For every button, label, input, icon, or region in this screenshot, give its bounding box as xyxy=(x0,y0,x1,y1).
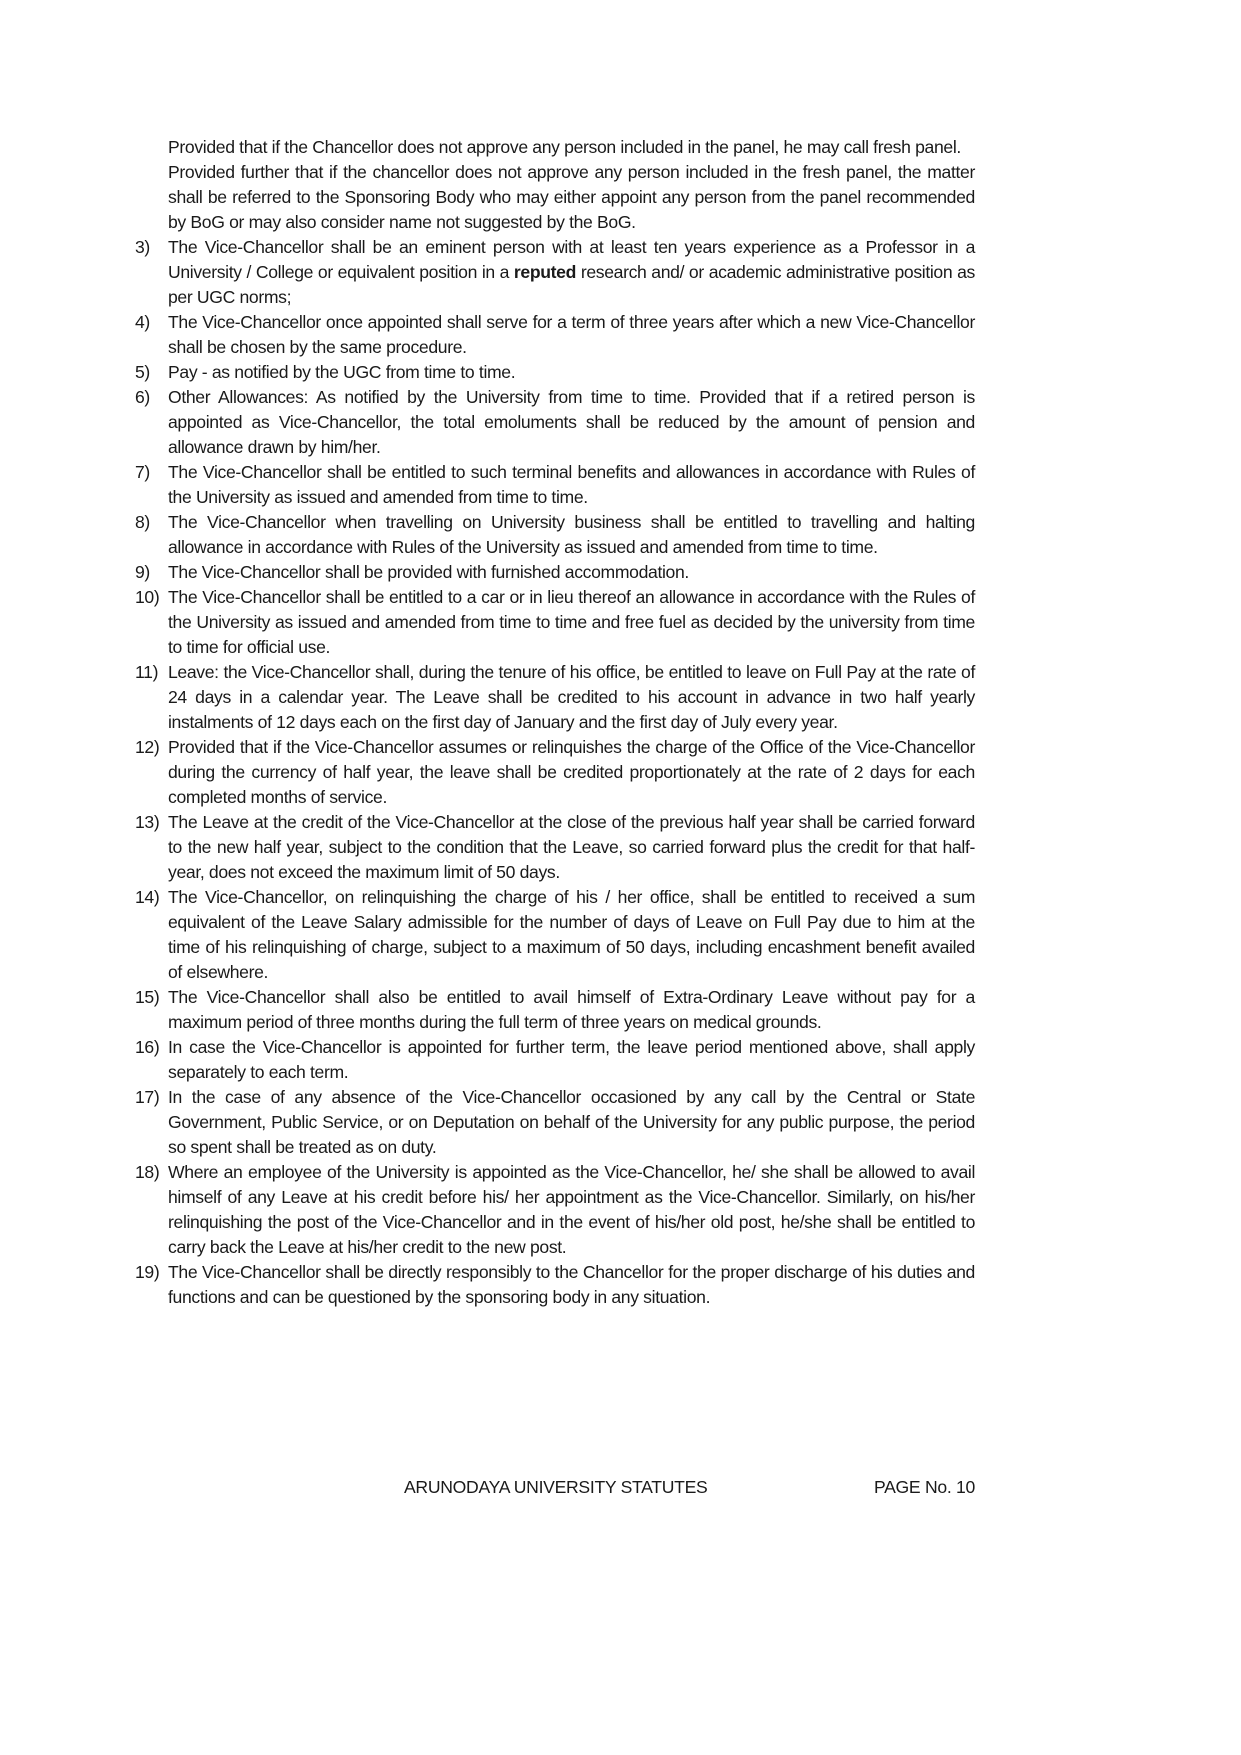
list-item xyxy=(135,985,975,1035)
list-item-number: 9) xyxy=(135,562,150,582)
list-item-number: 15) xyxy=(135,987,160,1007)
list-item-number: 8) xyxy=(135,512,150,532)
list-item-text: The Vice-Chancellor shall be entitled to a car or in lieu thereof an allowance in accordance with the Rules of the University as issued and amended from time to time and free fuel as decided by the university from time to time for official use. xyxy=(168,587,975,657)
list-item-number: 16) xyxy=(135,1037,160,1057)
list-item xyxy=(135,1035,975,1085)
list-item-number: 3) xyxy=(135,237,150,257)
document-body xyxy=(135,135,975,1310)
list-item-text: The Vice-Chancellor, on relinquishing the charge of his / her office, shall be entitled to received a sum equivalent of the Leave Salary admissible for the number of days of Leave on Full Pay due to him at the time of his relinquishing of charge, subject to a maximum of 50 days, including encashment benefit availed of elsewhere. xyxy=(168,887,975,982)
list-item-number: 5) xyxy=(135,362,150,382)
list-item xyxy=(135,585,975,660)
page-number: PAGE No. 10 xyxy=(873,1477,975,1497)
numbered-list xyxy=(135,310,975,1310)
list-item-number: 17) xyxy=(135,1087,160,1107)
list-item-number: 19) xyxy=(135,1262,160,1282)
list-item xyxy=(135,560,975,585)
proviso-paragraph: Provided further that if the chancellor does not approve any person included in the fresh panel, the matter shall be referred to the Sponsoring Body who may either appoint any person from the panel recommended by BoG or may also consider name not suggested by the BoG. xyxy=(168,162,975,232)
list-item xyxy=(135,735,975,810)
list-item-number: 7) xyxy=(135,462,150,482)
list-item-text: Provided that if the Vice-Chancellor assumes or relinquishes the charge of the Office of the Vice-Chancellor during the currency of half year, the leave shall be credited proportionately at the rate of 2 days for each completed months of service. xyxy=(168,737,975,807)
list-item xyxy=(135,1160,975,1260)
list-item-text: Where an employee of the University is appointed as the Vice-Chancellor, he/ she shall be allowed to avail himself of any Leave at his credit before his/ her appointment as the Vice-Chancellor. Similarly, on his/her relinquishing the post of the Vice-Chancellor and in the event of his/her old post, he/she shall be entitled to carry back the Leave at his/her credit to the new post. xyxy=(168,1162,975,1257)
list-item xyxy=(135,1260,975,1310)
list-item-text: In the case of any absence of the Vice-Chancellor occasioned by any call by the Central or State Government, Public Service, or on Deputation on behalf of the University for any public purpose, the period so spent shall be treated as on duty. xyxy=(168,1087,975,1157)
list-item-text: The Vice-Chancellor shall be entitled to such terminal benefits and allowances in accordance with Rules of the University as issued and amended from time to time. xyxy=(168,462,975,507)
list-item-text: The Vice-Chancellor shall be provided with furnished accommodation. xyxy=(168,562,689,582)
list-item xyxy=(135,360,975,385)
list-item xyxy=(135,460,975,510)
footer-title: ARUNODAYA UNIVERSITY STATUTES xyxy=(404,1477,708,1497)
list-item-number: 10) xyxy=(135,587,160,607)
list-item-text: In case the Vice-Chancellor is appointed for further term, the leave period mentioned above, shall apply separately to each term. xyxy=(168,1037,975,1082)
list-item-number: 4) xyxy=(135,312,150,332)
list-item-text: Leave: the Vice-Chancellor shall, during the tenure of his office, be entitled to leave on Full Pay at the rate of 24 days in a calendar year. The Leave shall be credited to his account in advance in two half yearly instalments of 12 days each on the first day of January and the first day of July every year. xyxy=(168,662,975,732)
list-item xyxy=(135,810,975,885)
list-item-text: The Vice-Chancellor when travelling on University business shall be entitled to travelling and halting allowance in accordance with Rules of the University as issued and amended from time to time. xyxy=(168,512,975,557)
list-item-text: The Vice-Chancellor once appointed shall serve for a term of three years after which a new Vice-Chancellor shall be chosen by the same procedure. xyxy=(168,312,975,357)
list-item xyxy=(135,385,975,460)
list-item-number: 6) xyxy=(135,387,150,407)
list-item xyxy=(135,510,975,560)
list-item-text-part: The Vice-Chancellor shall be an eminent person with at least ten years experience as a Professor in a University / College or equivalent position in a xyxy=(168,237,975,282)
list-item-text-part: research and/ or academic administrative position as per UGC norms; xyxy=(168,262,975,307)
list-item-number: 18) xyxy=(135,1162,160,1182)
list-item-number: 11) xyxy=(135,662,159,682)
list-item-number: 13) xyxy=(135,812,160,832)
list-item-text: The Vice-Chancellor shall be directly responsibly to the Chancellor for the proper discharge of his duties and functions and can be questioned by the sponsoring body in any situation. xyxy=(168,1262,975,1307)
list-item-text xyxy=(168,235,975,310)
list-item-number: 14) xyxy=(135,887,160,907)
list-item xyxy=(135,235,975,310)
list-item-text: Other Allowances: As notified by the University from time to time. Provided that if a retired person is appointed as Vice-Chancellor, the total emoluments shall be reduced by the amount of pension and allowance drawn by him/her. xyxy=(168,387,975,457)
proviso-paragraph: Provided that if the Chancellor does not approve any person included in the panel, he may call fresh panel. xyxy=(168,137,961,157)
list-item xyxy=(135,310,975,360)
list-item xyxy=(135,885,975,985)
list-item-number: 12) xyxy=(135,737,160,757)
list-item-text: The Vice-Chancellor shall also be entitled to avail himself of Extra-Ordinary Leave without pay for a maximum period of three months during the full term of three years on medical grounds. xyxy=(168,987,975,1032)
bold-term: reputed xyxy=(513,262,576,282)
list-item xyxy=(135,660,975,735)
list-item-text: The Leave at the credit of the Vice-Chancellor at the close of the previous half year shall be carried forward to the new half year, subject to the condition that the Leave, so carried forward plus the credit for that half-year, does not exceed the maximum limit of 50 days. xyxy=(168,812,975,882)
list-item-text: Pay - as notified by the UGC from time to time. xyxy=(168,362,516,382)
list-item xyxy=(135,1085,975,1160)
